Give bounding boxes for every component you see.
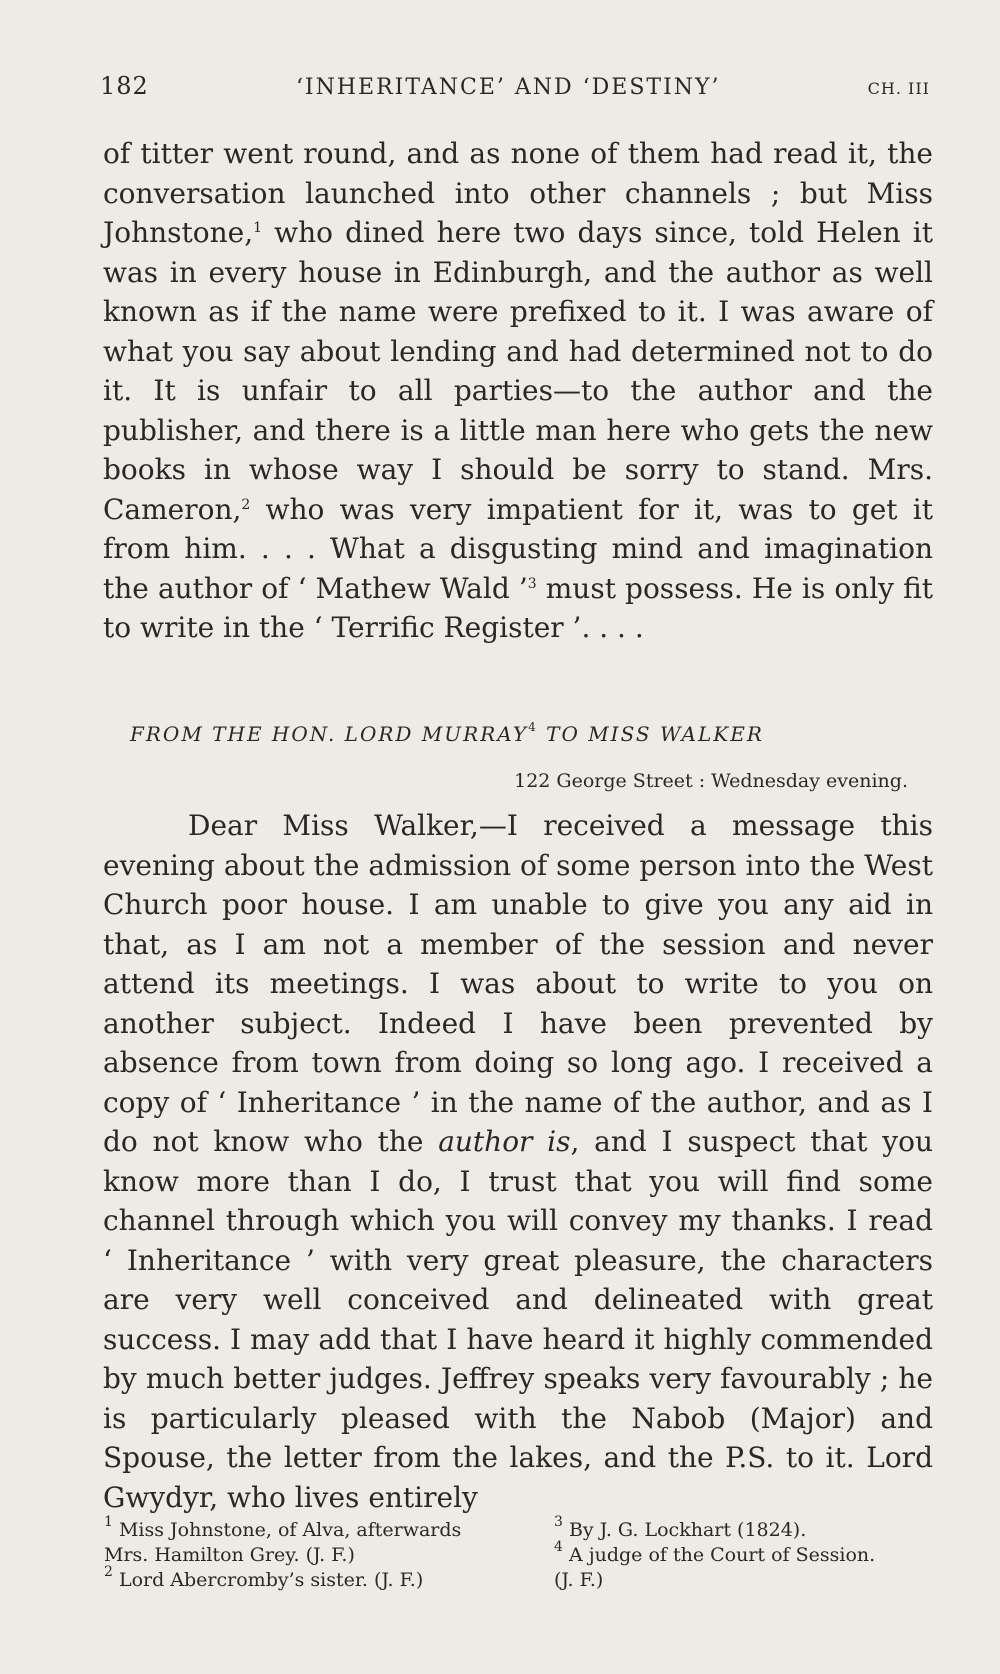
footnote-column-left: [104, 1514, 504, 1593]
continued-letter-text: [103, 134, 933, 648]
footnote-3: $^3$ By J. G. Lockhart (1824).: [554, 1514, 807, 1541]
letter-dateline: 122 George Street : Wednesday evening.: [514, 770, 908, 792]
footnote-ref-4: 4: [528, 720, 538, 734]
letter-body: [103, 806, 933, 1517]
footnote-2: $^2$ Lord Abercromby’s sister. (J. F.): [104, 1564, 424, 1591]
footnote-1: $^1$ Miss Johnstone, of Alva, afterwards Mrs. Hamilton Grey. (J. F.): [104, 1514, 462, 1566]
letter-heading: FROM THE HON. LORD MURRAY$^4$ TO MISS WALKER: [130, 720, 764, 746]
footnote-4: $^4$ A judge of the Court of Session.: [554, 1539, 876, 1566]
running-title: ‘INHERITANCE’ AND ‘DESTINY’: [295, 75, 721, 100]
page-number: 182: [100, 72, 149, 100]
paragraph: Dear Miss Walker,—I received a message this evening about the admission of some person into the West Church poor house. I am unable to give you any aid in that, as I am not a member of the session and never attend its meetings. I was about to write to you on another subject. Indeed I have been prevented by absence from town from doing so long ago. I received a copy of ‘ Inheritance ’ in the name of the author, and as I do not know who the author is, and I suspect that you know more than I do, I trust that you will find some channel through which you will convey my thanks. I read ‘ Inheritance ’ with very great pleasure, the characters are very well conceived and delineated with great success. I may add that I have heard it highly commended by much better judges. Jeffrey speaks very favourably ; he is particularly pleased with the Nabob (Major) and Spouse, the letter from the lakes, and the P.S. to it. Lord Gwydyr, who lives entirely: [103, 809, 933, 1514]
paragraph: of titter went round, and as none of them had read it, the conversation launched into other channels ; but Miss Johnstone,$^1$ who dined here two days since, told Helen it was in every house in Edinburgh, and the author as well known as if the name were prefixed to it. I was aware of what you say about lending and had determined not to do it. It is unfair to all parties—to the author and the publisher, and there is a little man here who gets the new books in whose way I should be sorry to stand. Mrs. Cameron,$^2$ who was very impatient for it, was to get it from him. . . . What a disgusting mind and imagination the author of ‘ Mathew Wald ’$^3$ must possess. He is only fit to write in the ‘ Terrific Register ’. . . .: [103, 137, 933, 644]
italic-phrase: author is: [438, 1125, 571, 1158]
footnote-ref-1: 1: [253, 220, 263, 236]
footnotes: [104, 1514, 934, 1593]
footnote-ref-3: 3: [527, 575, 537, 592]
chapter-label: CH. III: [867, 79, 930, 98]
footnote-4-continuation: (J. F.): [554, 1569, 604, 1591]
footnote-ref-2: 2: [241, 496, 251, 513]
running-header: [100, 72, 930, 100]
footnote-column-right: [554, 1514, 934, 1593]
